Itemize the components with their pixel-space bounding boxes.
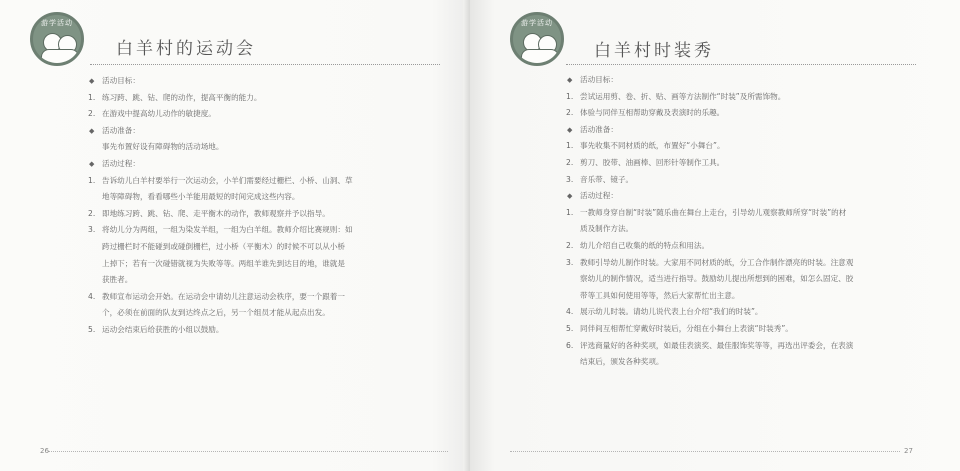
line-text: 结束后，颁发各种奖项。 — [580, 357, 664, 367]
numbered-item — [88, 173, 353, 190]
line-text: 尝试运用剪、卷、折、贴、画等方法制作“时装”及所需饰物。 — [580, 91, 786, 101]
item-number: 1. — [88, 92, 96, 102]
section-heading — [88, 73, 353, 90]
item-continuation — [566, 221, 853, 238]
line-text: 上掉下；若有一次碰错就视为失败等等。两组羊谁先到达目的地，谁就是 — [102, 258, 345, 268]
section-heading — [566, 188, 853, 205]
item-number: 4. — [566, 307, 574, 317]
numbered-item — [566, 205, 853, 222]
item-number: 6. — [566, 340, 574, 350]
item-number: 1. — [88, 175, 96, 185]
numbered-item — [566, 304, 853, 321]
item-number: 2. — [88, 208, 96, 218]
line-text: 一教师身穿自制“时装”随乐曲在舞台上走台，引导幼儿观察教师所穿“时装”的材 — [580, 207, 847, 217]
line-text: 音乐带、镜子。 — [580, 174, 634, 184]
line-text: 教师宣布运动会开始。在运动会中请幼儿注意运动会秩序，要一个跟着一 — [102, 291, 345, 301]
activity-badge — [30, 12, 84, 66]
line-text: 评选商量好的各种奖项，如最佳表演奖、最佳服饰奖等等，再选出评委会，在表演 — [580, 340, 854, 350]
diamond-bullet-icon: ◆ — [567, 76, 573, 84]
item-continuation — [566, 354, 853, 371]
footer-divider — [510, 451, 900, 452]
children-body-icon — [521, 49, 559, 66]
item-number: 1. — [566, 141, 574, 151]
numbered-item — [566, 155, 853, 172]
item-number: 5. — [566, 323, 574, 333]
page-number: 27 — [904, 447, 913, 455]
activity-content — [88, 73, 353, 339]
diamond-bullet-icon: ◆ — [89, 77, 95, 85]
numbered-item — [88, 222, 353, 239]
line-text: 体验与同伴互相帮助穿戴及表演时的乐趣。 — [580, 108, 725, 118]
line-text: 教师引导幼儿制作时装。大家用不同材质的纸，分工合作制作漂亮的时装。注意观 — [580, 257, 854, 267]
item-number: 3. — [566, 257, 574, 267]
numbered-item — [566, 89, 853, 106]
numbered-item — [566, 321, 853, 338]
line-text: 地等障碍物，看看哪些小羊能用最短的时间完成这些内容。 — [102, 192, 300, 202]
section-heading — [566, 72, 853, 89]
badge-text: 游学活动 — [521, 19, 553, 27]
line-text: 同伴间互相帮忙穿戴好时装后，分组在小舞台上表演“时装秀”。 — [580, 323, 793, 333]
line-text: 察幼儿的制作情况，适当进行指导。鼓励幼儿提出所想到的困难，如怎么固定、胶 — [580, 274, 854, 284]
activity-content — [566, 72, 853, 371]
line-text: 活动目标： — [580, 75, 618, 84]
line-text: 质及制作方法。 — [580, 224, 634, 234]
line-text: 幼儿介绍自己收集的纸的特点和用法。 — [580, 240, 710, 250]
right-page — [470, 0, 960, 471]
line-text: 跨过栅栏时不能碰到或碰倒栅栏，过小桥（平衡木）的时候不可以从小桥 — [102, 241, 345, 251]
item-continuation — [88, 272, 353, 289]
line-text: 带等工具如何使用等等，然后大家帮忙出主意。 — [580, 290, 740, 300]
section-heading — [566, 122, 853, 139]
item-number: 4. — [88, 291, 96, 301]
line-text: 剪刀、胶带、油画棒、回形针等制作工具。 — [580, 157, 725, 167]
footer-divider — [48, 451, 448, 452]
line-text: 活动准备： — [580, 124, 618, 134]
numbered-item — [88, 322, 353, 339]
line-text: 活动过程： — [580, 191, 618, 201]
line-text: 个，必须在前面的队友到达终点之后，另一个组员才能从起点出发。 — [102, 308, 330, 318]
section-heading — [88, 123, 353, 140]
item-continuation — [88, 256, 353, 273]
item-continuation — [566, 271, 853, 288]
line-text: 活动过程： — [102, 158, 140, 168]
item-continuation — [88, 305, 353, 322]
item-continuation — [88, 239, 353, 256]
item-number: 2. — [566, 108, 574, 118]
numbered-item — [566, 238, 853, 255]
numbered-item — [566, 172, 853, 189]
numbered-item — [566, 138, 853, 155]
activity-badge — [510, 12, 564, 66]
paragraph-line — [88, 139, 353, 156]
numbered-item — [566, 105, 853, 122]
item-continuation — [566, 288, 853, 305]
line-text: 活动目标： — [102, 76, 140, 85]
item-continuation — [88, 189, 353, 206]
line-text: 事先收集不同材质的纸，布置好“小舞台”。 — [580, 141, 725, 151]
numbered-item — [566, 255, 853, 272]
diamond-bullet-icon: ◆ — [567, 125, 573, 134]
item-number: 2. — [88, 109, 96, 119]
badge-text: 游学活动 — [41, 19, 73, 27]
page-title: 白羊村的运动会 — [116, 39, 256, 59]
item-number: 3. — [566, 174, 574, 184]
line-text: 将幼儿分为两组，一组为染发羊组，一组为白羊组。教师介绍比赛规则：如 — [102, 225, 353, 235]
numbered-item — [88, 289, 353, 306]
numbered-item — [88, 90, 353, 107]
item-number: 5. — [88, 324, 96, 334]
item-number: 3. — [88, 225, 96, 235]
item-number: 2. — [566, 157, 574, 167]
item-number: 2. — [566, 240, 574, 250]
line-text: 活动准备： — [102, 125, 140, 135]
children-body-icon — [41, 49, 79, 66]
title-divider — [90, 64, 440, 65]
line-text: 告诉幼儿白羊村要举行一次运动会，小羊们需要经过栅栏、小桥、山洞、草 — [102, 175, 353, 185]
page-number: 26 — [40, 447, 49, 455]
line-text: 即地练习跨、跳、钻、爬、走平衡木的动作，教师观察并予以指导。 — [102, 208, 330, 218]
page-title: 白羊村时装秀 — [594, 41, 714, 61]
numbered-item — [88, 206, 353, 223]
diamond-bullet-icon: ◆ — [89, 126, 95, 135]
line-text: 事先布置好设有障碍物的活动场地。 — [102, 142, 224, 152]
diamond-bullet-icon: ◆ — [567, 192, 573, 201]
line-text: 获胜者。 — [102, 275, 133, 285]
section-heading — [88, 156, 353, 173]
line-text: 展示幼儿时装。请幼儿说代表上台介绍“我们的时装”。 — [580, 307, 763, 317]
numbered-item — [566, 338, 853, 355]
line-text: 运动会结束后给获胜的小组以鼓励。 — [102, 324, 224, 334]
line-text: 在游戏中提高幼儿动作的敏捷度。 — [102, 109, 216, 119]
item-number: 1. — [566, 91, 574, 101]
title-divider — [566, 64, 916, 65]
line-text: 练习跨、跳、钻、爬的动作，提高平衡的能力。 — [102, 92, 262, 102]
item-number: 1. — [566, 207, 574, 217]
diamond-bullet-icon: ◆ — [89, 159, 95, 168]
numbered-item — [88, 106, 353, 123]
left-page — [0, 0, 470, 471]
